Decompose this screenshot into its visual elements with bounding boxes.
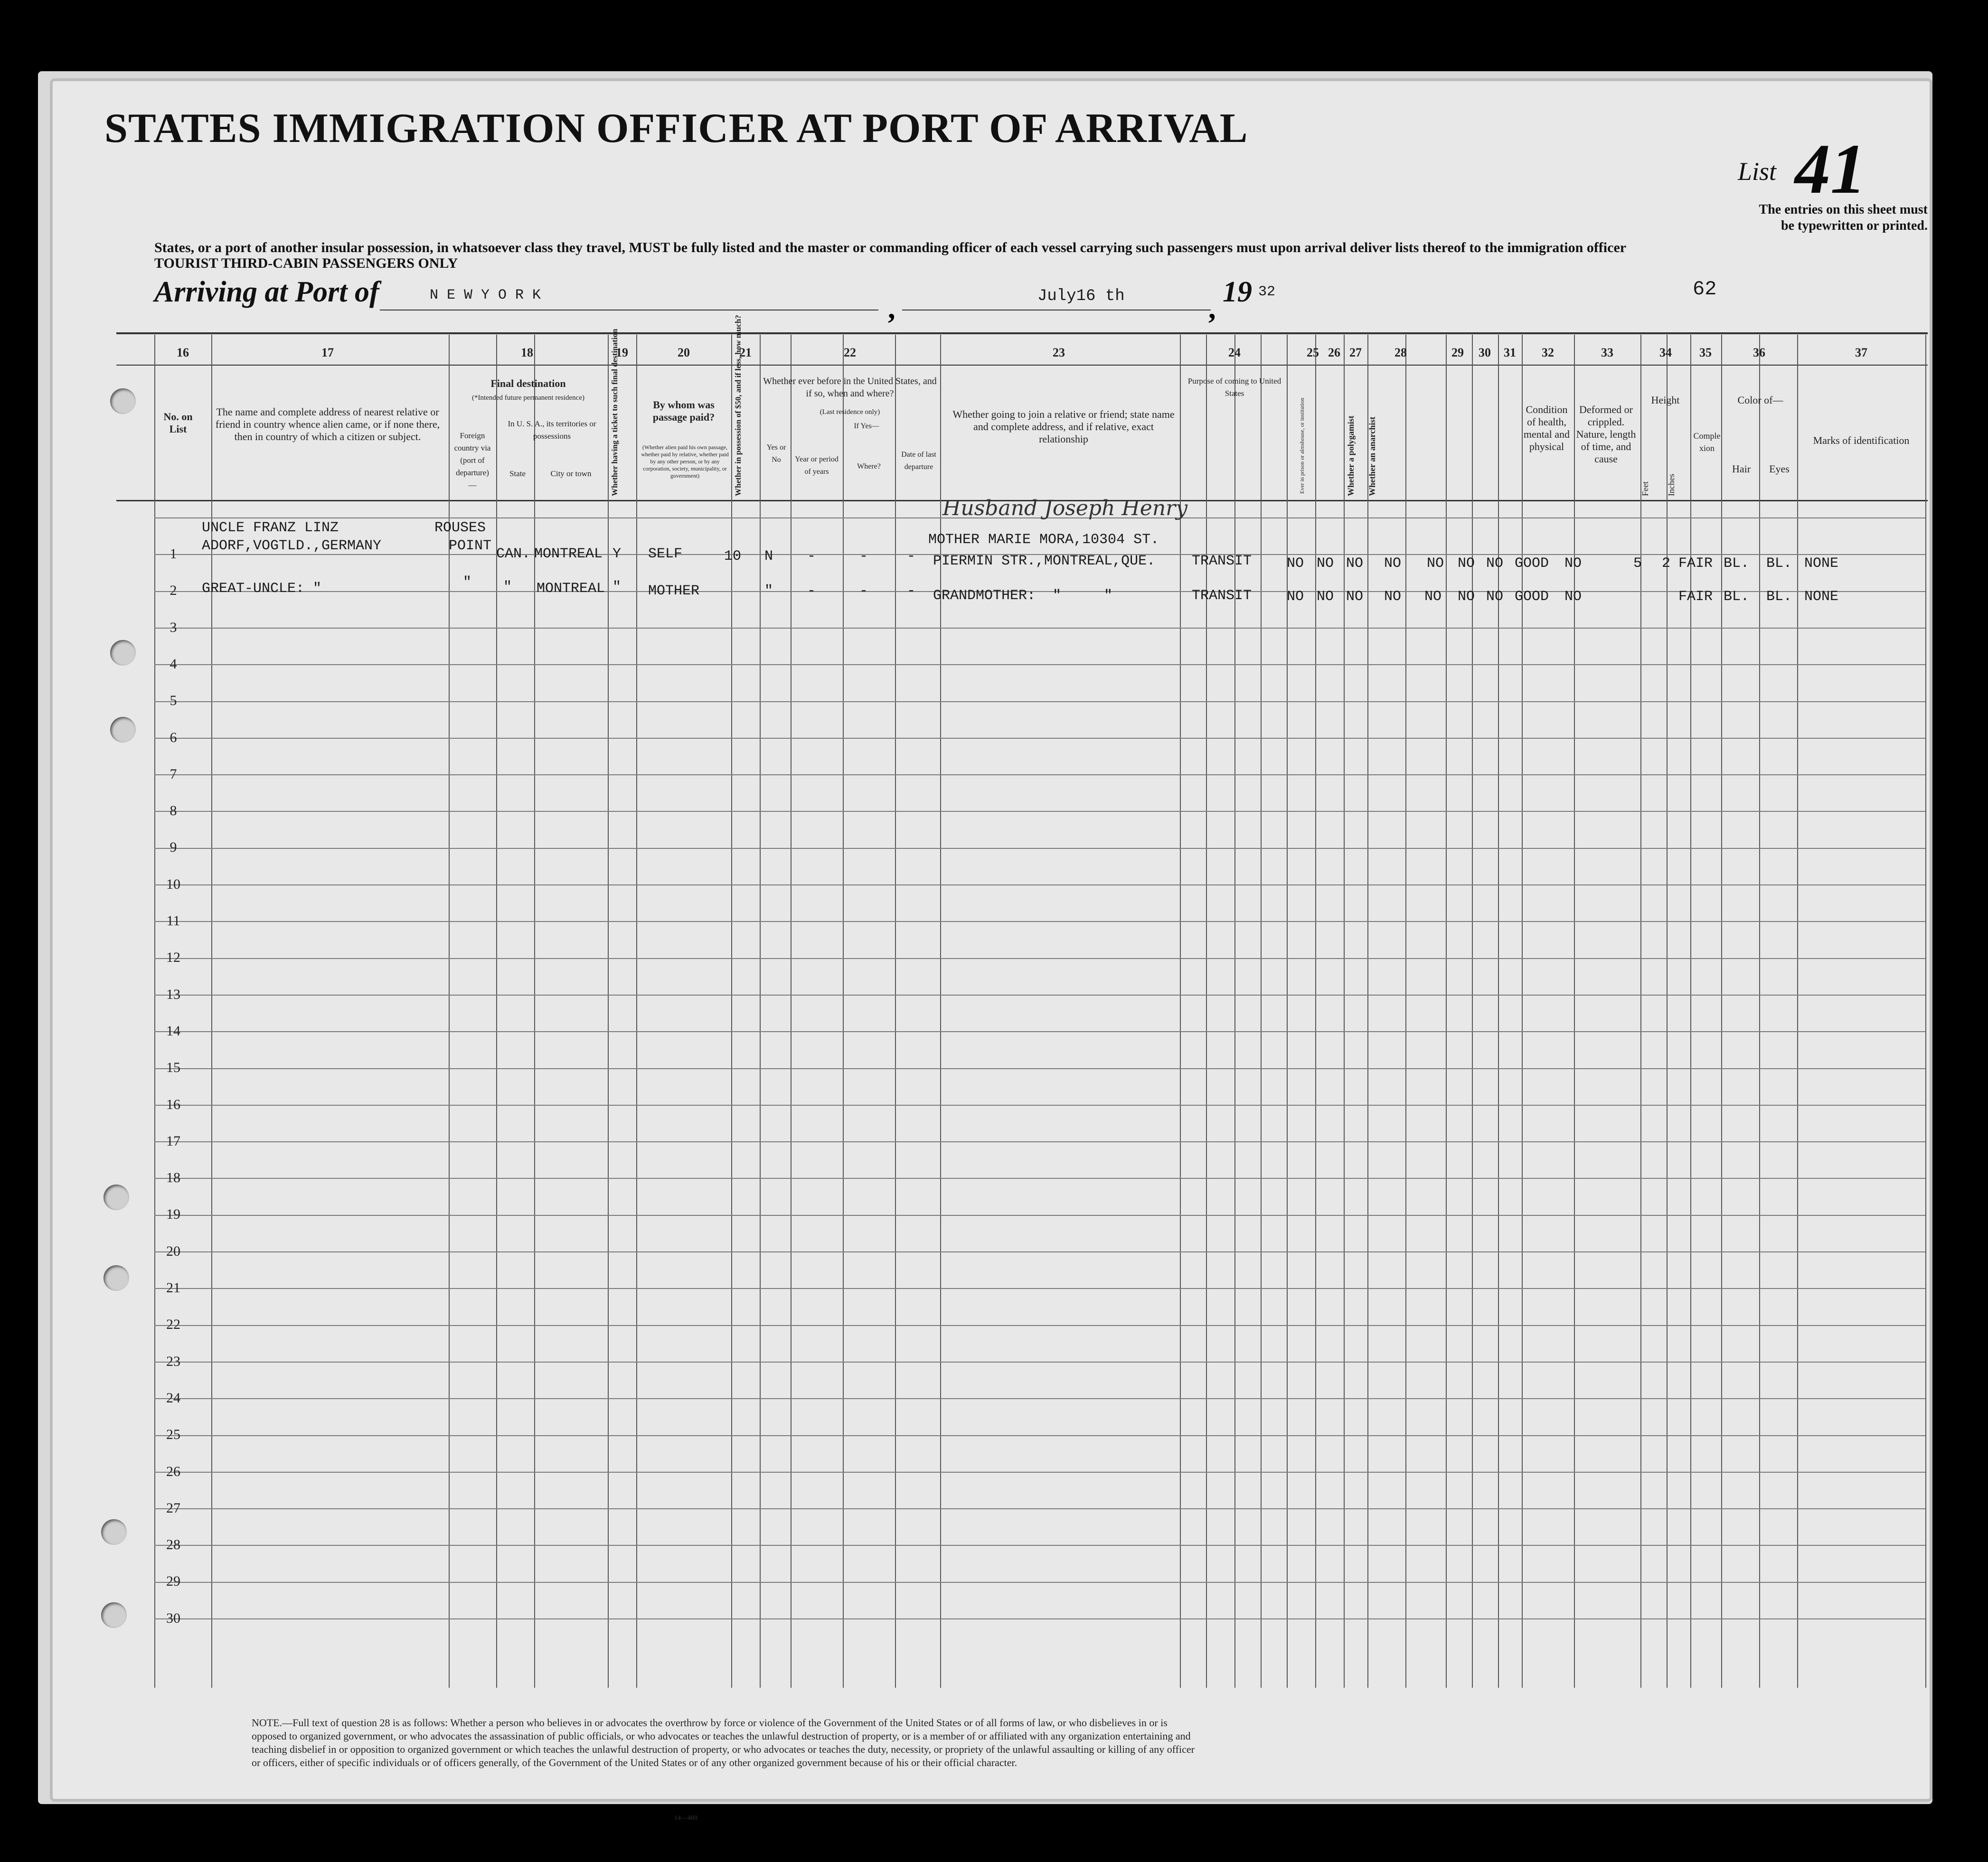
row-number: 12 bbox=[166, 950, 180, 966]
header-usa: In U. S. A., its territories or possessions bbox=[508, 419, 596, 441]
grid-line-vertical bbox=[1797, 335, 1798, 1688]
column-number: 25 bbox=[1307, 346, 1319, 359]
row1-hair: BL. bbox=[1724, 555, 1750, 572]
row-number: 29 bbox=[166, 1573, 180, 1589]
grid-line-horizontal bbox=[154, 1325, 1925, 1326]
row1-money: 10 bbox=[724, 548, 742, 564]
row1-relative-line2: ADORF,VOGTLD.,GERMANY bbox=[202, 538, 382, 554]
grid-line-horizontal bbox=[154, 1288, 1925, 1289]
header-city: City or town bbox=[550, 469, 592, 478]
header-complexion: Complexion bbox=[1693, 431, 1721, 453]
row1-c29: NO bbox=[1427, 555, 1444, 572]
header-where: Where? bbox=[857, 462, 881, 470]
row-number: 3 bbox=[170, 619, 177, 635]
grid-line-horizontal bbox=[154, 995, 1925, 996]
row1-state: CAN. bbox=[496, 546, 531, 562]
row-number: 9 bbox=[170, 839, 177, 856]
header-hair: Hair bbox=[1732, 463, 1751, 475]
row-number: 16 bbox=[166, 1096, 180, 1112]
row-number: 27 bbox=[166, 1500, 180, 1516]
row-number: 6 bbox=[170, 729, 177, 745]
grid-line-vertical bbox=[1498, 335, 1499, 1688]
arriving-label: Arriving at Port of bbox=[154, 276, 379, 308]
column-number: 31 bbox=[1504, 346, 1516, 359]
row2-paid-by: MOTHER bbox=[648, 583, 700, 599]
header-line-1: States, or a port of another insular possession, in whatsoever class they travel, MUST be fully listed and the master or commanding officer of each vessel carrying such passengers must upon arrival deliver lists thereof to the immigration officer bbox=[154, 240, 1627, 255]
row1-marks: NONE bbox=[1804, 555, 1839, 572]
column-number: 26 bbox=[1328, 346, 1340, 359]
row2-c27: NO bbox=[1346, 589, 1364, 605]
grid-line-vertical bbox=[1667, 335, 1668, 1688]
row-number: 13 bbox=[166, 986, 180, 1002]
row-number: 4 bbox=[170, 656, 177, 672]
grid-line-horizontal bbox=[154, 1362, 1925, 1363]
entries-note-line-2: be typewritten or printed. bbox=[1781, 218, 1928, 233]
header-ticket: Whether having a ticket to such final destination bbox=[610, 329, 619, 496]
page-code: 62 bbox=[1693, 278, 1717, 301]
row1-purpose: TRANSIT bbox=[1192, 553, 1252, 569]
row1-where: - bbox=[859, 548, 868, 564]
grid-line-horizontal bbox=[154, 1435, 1925, 1436]
column-number: 18 bbox=[521, 346, 533, 359]
column-number: 20 bbox=[678, 346, 690, 359]
column-number: 36 bbox=[1753, 346, 1765, 359]
grid-line-vertical bbox=[1721, 335, 1722, 1688]
grid-line-vertical bbox=[1640, 335, 1641, 1688]
grid-line-horizontal bbox=[154, 1105, 1925, 1106]
column-number: 21 bbox=[739, 346, 752, 359]
list-number: 41 bbox=[1795, 130, 1866, 208]
header-polygamist: Whether a polygamist bbox=[1346, 415, 1356, 496]
row2-foreign: " bbox=[463, 574, 472, 591]
header-state: State bbox=[509, 469, 526, 478]
row1-c31: NO bbox=[1486, 555, 1504, 572]
grid-line-vertical bbox=[1522, 335, 1523, 1688]
row2-c29: NO bbox=[1424, 589, 1442, 605]
grid-line-vertical bbox=[154, 335, 155, 1688]
column-number: 16 bbox=[177, 346, 189, 359]
grid-line-vertical bbox=[1446, 335, 1447, 1688]
grid-line-vertical bbox=[1234, 335, 1235, 1688]
column-number: 37 bbox=[1855, 346, 1867, 359]
handwritten-annotation: Husband Joseph Henry bbox=[942, 496, 1188, 520]
row1-year: - bbox=[807, 548, 816, 564]
column-number: 17 bbox=[321, 346, 334, 359]
column-number: 22 bbox=[844, 346, 856, 359]
row-number: 24 bbox=[166, 1390, 180, 1406]
row1-c26: NO bbox=[1317, 555, 1334, 572]
grid-line-vertical bbox=[1261, 335, 1262, 1688]
row-number: 1 bbox=[170, 546, 177, 562]
grid-line-horizontal bbox=[154, 664, 1925, 665]
row-number: 25 bbox=[166, 1427, 180, 1443]
row-number: 20 bbox=[166, 1243, 180, 1259]
header-deformed: Deformed or crippled. Nature, length of time, and cause bbox=[1576, 404, 1636, 465]
grid-line-horizontal bbox=[154, 1398, 1925, 1399]
grid-line-vertical bbox=[1315, 335, 1316, 1688]
header-final-destination: Final destination bbox=[490, 377, 566, 389]
grid-line-vertical bbox=[1287, 335, 1288, 1688]
page-title: STATES IMMIGRATION OFFICER AT PORT OF ARRIVAL bbox=[104, 105, 1248, 151]
grid-line-horizontal bbox=[154, 1508, 1925, 1509]
column-number: 23 bbox=[1053, 346, 1065, 359]
row1-deformed: NO bbox=[1564, 555, 1582, 572]
header-yes-no: Yes or No bbox=[766, 443, 786, 464]
row1-c27: NO bbox=[1346, 555, 1364, 572]
row-number: 5 bbox=[170, 693, 177, 709]
header-departure: Date of last departure bbox=[901, 451, 936, 471]
header-height: Height bbox=[1651, 394, 1680, 406]
row-number: 11 bbox=[166, 913, 180, 929]
year-suffix: 32 bbox=[1258, 284, 1276, 300]
column-number: 29 bbox=[1451, 346, 1464, 359]
column-number: 34 bbox=[1659, 346, 1672, 359]
grid-line-vertical bbox=[1690, 335, 1691, 1688]
row2-where: - bbox=[859, 583, 868, 599]
row-number: 23 bbox=[166, 1353, 180, 1369]
grid-line-vertical bbox=[731, 335, 732, 1688]
grid-line-vertical bbox=[1405, 335, 1406, 1688]
column-number: 30 bbox=[1479, 346, 1491, 359]
port-value: N E W Y O R K bbox=[430, 287, 541, 303]
row2-relative: GREAT-UNCLE: " bbox=[202, 581, 322, 597]
row2-complexion: FAIR bbox=[1678, 589, 1713, 605]
header-if-yes: If Yes— bbox=[854, 422, 879, 430]
grid-line-horizontal bbox=[154, 1215, 1925, 1216]
grid-line-horizontal bbox=[154, 1068, 1925, 1069]
grid-line-horizontal bbox=[154, 848, 1925, 849]
row1-foreign-line1: ROUSES bbox=[434, 520, 486, 536]
row1-complexion: FAIR bbox=[1678, 555, 1713, 572]
row1-c28: NO bbox=[1384, 555, 1402, 572]
grid-line-horizontal bbox=[154, 1251, 1925, 1252]
row2-ticket: " bbox=[612, 579, 622, 595]
column-number: 24 bbox=[1228, 346, 1241, 359]
grid-line-horizontal bbox=[154, 1618, 1925, 1619]
grid-line-vertical bbox=[1180, 335, 1181, 1688]
header-color: Color of— bbox=[1737, 394, 1783, 406]
row2-c31: NO bbox=[1486, 589, 1504, 605]
row2-deformed: NO bbox=[1564, 589, 1582, 605]
row2-hair: BL. bbox=[1724, 589, 1750, 605]
row1-before: N bbox=[764, 548, 773, 564]
header-final-destination-sub: (*Intended future permanent residence) bbox=[472, 394, 584, 402]
grid-line-vertical bbox=[1472, 335, 1473, 1688]
row-number: 21 bbox=[166, 1280, 180, 1296]
column-number: 19 bbox=[616, 346, 628, 359]
row2-c28: NO bbox=[1384, 589, 1402, 605]
row1-departure: - bbox=[907, 548, 916, 564]
row1-join-line1: MOTHER MARIE MORA,10304 ST. bbox=[928, 532, 1159, 548]
header-eyes: Eyes bbox=[1769, 463, 1790, 475]
row2-c25: NO bbox=[1287, 589, 1304, 605]
column-number: 33 bbox=[1601, 346, 1613, 359]
header-marks: Marks of identification bbox=[1813, 434, 1910, 446]
grid-line-vertical bbox=[636, 335, 637, 1688]
entries-note-line-1: The entries on this sheet must bbox=[1759, 202, 1928, 217]
header-before-us: Whether ever before in the United States, and if so, when and where? bbox=[763, 376, 937, 399]
grid-line-horizontal bbox=[154, 701, 1925, 702]
header-feet: Feet bbox=[1640, 481, 1650, 496]
grid-line-horizontal bbox=[154, 628, 1925, 629]
row2-marks: NONE bbox=[1804, 589, 1839, 605]
header-foreign-country: Foreign country via (port of departure)— bbox=[454, 431, 491, 489]
grid-line-horizontal bbox=[154, 1545, 1925, 1546]
header-no-on-list: No. on List bbox=[163, 411, 193, 435]
row-number: 28 bbox=[166, 1537, 180, 1553]
row2-c30: NO bbox=[1458, 589, 1475, 605]
grid-line-vertical bbox=[496, 335, 497, 1688]
grid-line-vertical bbox=[1367, 335, 1368, 1688]
grid-line-vertical bbox=[843, 335, 844, 1688]
row1-c30: NO bbox=[1458, 555, 1475, 572]
row2-state: " bbox=[503, 579, 512, 595]
row2-before: " bbox=[764, 583, 773, 599]
year-prefix: 19 bbox=[1223, 276, 1252, 308]
grid-line-vertical bbox=[1206, 335, 1207, 1688]
row-number: 30 bbox=[166, 1610, 180, 1626]
column-number: 35 bbox=[1699, 346, 1712, 359]
row2-join: GRANDMOTHER: " " bbox=[933, 588, 1113, 604]
grid-line-vertical bbox=[534, 335, 535, 1688]
header-purpose: Purpose of coming to United States bbox=[1187, 376, 1281, 398]
row2-purpose: TRANSIT bbox=[1192, 588, 1252, 604]
header-before-us-sub: (Last residence only) bbox=[820, 408, 880, 416]
row-number: 14 bbox=[166, 1023, 180, 1039]
grid-line-horizontal bbox=[154, 1582, 1925, 1583]
header-paid-by-sub: (Whether alien paid his own passage, whether paid by relative, whether paid by any other person, or by any corporation, society, municipality, or government) bbox=[641, 444, 729, 479]
row2-health: GOOD bbox=[1515, 589, 1549, 605]
grid-line-horizontal bbox=[154, 1178, 1925, 1179]
row-number: 10 bbox=[166, 876, 180, 892]
row1-health: GOOD bbox=[1515, 555, 1549, 572]
grid-line-horizontal bbox=[154, 1472, 1925, 1473]
row1-inches: 2 bbox=[1662, 555, 1671, 572]
grid-line-vertical bbox=[760, 335, 761, 1688]
comma-mark-2: , bbox=[1208, 292, 1216, 325]
row1-city: MONTREAL bbox=[534, 546, 603, 562]
row-number: 7 bbox=[170, 766, 177, 782]
header-health: Condition of health, mental and physical bbox=[1523, 404, 1570, 452]
column-number: 28 bbox=[1394, 346, 1407, 359]
row-number: 26 bbox=[166, 1463, 180, 1479]
comma-mark: , bbox=[888, 292, 895, 325]
footer-note: NOTE.—Full text of question 28 is as follows: Whether a person who believes in or advocates the overthrow by force or violence of the Government of the United States or of all forms of law, or who disbelieves in or is opposed to organized government, or who advocates the assassination of public officials, or who advocates or teaches the unlawful destruction of property, or is a member of or affiliated with any organization entertaining and teaching disbelief in or opposition to organized government or which teaches the unlawful destruction of property, or who advocates or teaches the duty, necessity, or propriety of the unlawful assaulting or killing of any officer or officers, either of specific individuals or of officers generally, of the Government of the United States or of any other organized government because of his or their official character. bbox=[252, 1717, 1195, 1768]
entries-note bbox=[1662, 202, 1928, 234]
row2-eyes: BL. bbox=[1766, 589, 1792, 605]
row2-city: MONTREAL bbox=[537, 581, 605, 597]
grid-line-horizontal bbox=[154, 811, 1925, 812]
row2-year: - bbox=[807, 583, 816, 599]
column-number: 27 bbox=[1349, 346, 1362, 359]
grid-line-vertical bbox=[1574, 335, 1575, 1688]
row1-relative-line1: UNCLE FRANZ LINZ bbox=[202, 520, 339, 536]
header-join: Whether going to join a relative or friend; state name and complete address, and if relative, exact relationship bbox=[952, 408, 1175, 445]
grid-line-horizontal bbox=[154, 1031, 1925, 1032]
header-paid-by: By whom was passage paid? bbox=[652, 399, 715, 423]
row-number: 17 bbox=[166, 1133, 180, 1149]
grid-line-horizontal bbox=[154, 774, 1925, 775]
grid-line-horizontal bbox=[154, 921, 1925, 922]
grid-line-horizontal bbox=[154, 884, 1925, 885]
grid-line-vertical bbox=[895, 335, 896, 1688]
header-anarchist: Whether an anarchist bbox=[1367, 416, 1377, 496]
row-number: 15 bbox=[166, 1060, 180, 1076]
row1-feet: 5 bbox=[1633, 555, 1642, 572]
row1-c25: NO bbox=[1287, 555, 1304, 572]
grid-line-horizontal bbox=[154, 958, 1925, 959]
row1-paid-by: SELF bbox=[648, 546, 683, 562]
row-number: 18 bbox=[166, 1170, 180, 1186]
row1-ticket: Y bbox=[612, 546, 622, 562]
header-line-2: TOURIST THIRD-CABIN PASSENGERS ONLY bbox=[154, 255, 458, 271]
header-relative: The name and complete address of nearest relative or friend in country whence alien came, or if none there, then in country of which a citizen or subject. bbox=[215, 406, 440, 442]
header-inches: Inches bbox=[1667, 474, 1676, 496]
row2-departure: - bbox=[907, 583, 916, 599]
row1-eyes: BL. bbox=[1766, 555, 1792, 572]
row-number: 19 bbox=[166, 1206, 180, 1223]
header-money: Whether in possession of $50, and if less, how much? bbox=[734, 315, 743, 496]
grid-line-horizontal bbox=[154, 738, 1925, 739]
arrival-date: July16 th bbox=[1037, 287, 1125, 305]
column-number: 32 bbox=[1542, 346, 1554, 359]
grid-line-horizontal bbox=[154, 1141, 1925, 1142]
form-code: 14—480 bbox=[674, 1815, 697, 1822]
row-number: 2 bbox=[170, 583, 177, 599]
colnum-divider bbox=[116, 365, 1928, 366]
grid-line-vertical bbox=[1344, 335, 1345, 1688]
row-number: 22 bbox=[166, 1317, 180, 1333]
grid-line-vertical bbox=[1925, 335, 1926, 1688]
row1-join-line2: PIERMIN STR.,MONTREAL,QUE. bbox=[933, 553, 1156, 569]
header-prison: Ever in prison or almshouse, or institution bbox=[1299, 397, 1305, 494]
grid-line-vertical bbox=[608, 335, 609, 1688]
list-label: List bbox=[1738, 157, 1777, 186]
row-number: 8 bbox=[170, 803, 177, 819]
row1-foreign-line2: POINT bbox=[449, 538, 492, 554]
grid-line-vertical bbox=[1759, 335, 1760, 1688]
header-year: Year or period of years bbox=[795, 455, 839, 476]
row2-c26: NO bbox=[1317, 589, 1334, 605]
